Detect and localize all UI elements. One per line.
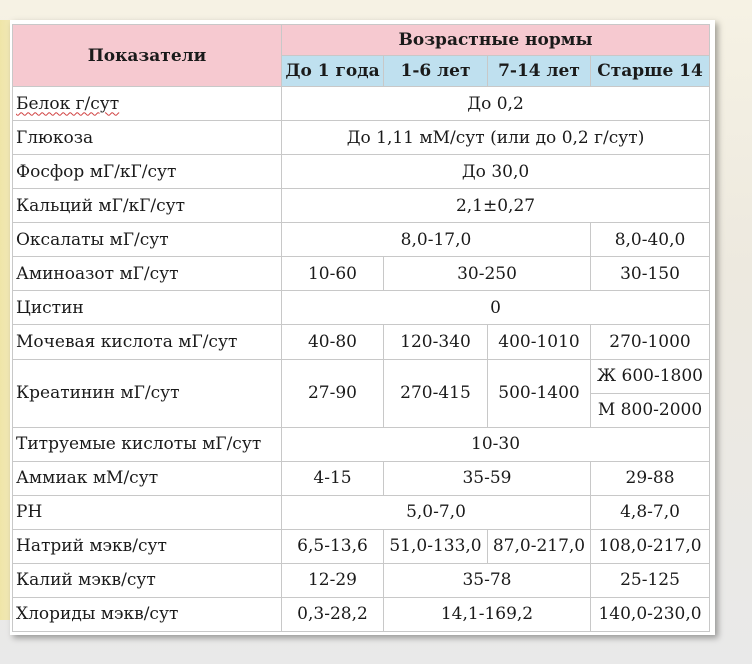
table-row	[13, 325, 710, 359]
table-row	[13, 495, 710, 529]
value-chlorides-1-14: 14,1-169,2	[384, 597, 591, 631]
value-protein: До 0,2	[282, 87, 710, 121]
value-uric-acid-7-14: 400-1010	[488, 325, 591, 359]
value-sodium-7-14: 87,0-217,0	[488, 529, 591, 563]
row-name-ph: PH	[13, 495, 282, 529]
value-chlorides-under-1: 0,3-28,2	[282, 597, 384, 631]
row-name-titratable-acids: Титруемые кислоты мГ/сут	[13, 427, 282, 461]
table-row	[13, 359, 710, 393]
value-sodium-under-1: 6,5-13,6	[282, 529, 384, 563]
value-oxalates-to-14: 8,0-17,0	[282, 223, 591, 257]
row-name-potassium: Калий мэкв/сут	[13, 563, 282, 597]
table-row	[13, 87, 710, 121]
table-row	[13, 257, 710, 291]
table-row	[13, 155, 710, 189]
value-calcium: 2,1±0,27	[282, 189, 710, 223]
value-aminonitrogen-over-14: 30-150	[591, 257, 710, 291]
value-aminonitrogen-under-1: 10-60	[282, 257, 384, 291]
value-chlorides-over-14: 140,0-230,0	[591, 597, 710, 631]
value-uric-acid-under-1: 40-80	[282, 325, 384, 359]
row-name-aminonitrogen: Аминоазот мГ/сут	[13, 257, 282, 291]
row-name-calcium: Кальций мГ/кГ/сут	[13, 189, 282, 223]
value-ph-to-14: 5,0-7,0	[282, 495, 591, 529]
row-name-sodium: Натрий мэкв/сут	[13, 529, 282, 563]
row-name-creatinine: Креатинин мГ/сут	[13, 359, 282, 427]
row-name-phosphorus: Фосфор мГ/кГ/сут	[13, 155, 282, 189]
value-glucose: До 1,11 мМ/сут (или до 0,2 г/сут)	[282, 121, 710, 155]
header-age-7-14: 7-14 лет	[488, 56, 591, 87]
table-row	[13, 121, 710, 155]
table-row	[13, 563, 710, 597]
table-row	[13, 223, 710, 257]
urine-norms-table	[12, 24, 710, 632]
value-creatinine-under-1: 27-90	[282, 359, 384, 427]
row-name-chlorides: Хлориды мэкв/сут	[13, 597, 282, 631]
row-name-cystine: Цистин	[13, 291, 282, 325]
row-name-glucose: Глюкоза	[13, 121, 282, 155]
header-age-over-14: Старше 14	[591, 56, 710, 87]
value-sodium-1-6: 51,0-133,0	[384, 529, 488, 563]
header-age-under-1: До 1 года	[282, 56, 384, 87]
value-ammonia-over-14: 29-88	[591, 461, 710, 495]
value-potassium-over-14: 25-125	[591, 563, 710, 597]
value-creatinine-over-14-female: Ж 600-1800	[591, 359, 710, 393]
value-oxalates-over-14: 8,0-40,0	[591, 223, 710, 257]
table-row	[13, 461, 710, 495]
value-creatinine-7-14: 500-1400	[488, 359, 591, 427]
row-name-oxalates: Оксалаты мГ/сут	[13, 223, 282, 257]
value-cystine: 0	[282, 291, 710, 325]
header-indicators: Показатели	[13, 25, 282, 87]
value-creatinine-over-14-male: М 800-2000	[591, 393, 710, 427]
value-creatinine-1-6: 270-415	[384, 359, 488, 427]
value-aminonitrogen-1-14: 30-250	[384, 257, 591, 291]
table-row	[13, 597, 710, 631]
value-potassium-1-14: 35-78	[384, 563, 591, 597]
value-uric-acid-1-6: 120-340	[384, 325, 488, 359]
table-row	[13, 291, 710, 325]
row-name-uric-acid: Мочевая кислота мГ/сут	[13, 325, 282, 359]
value-potassium-under-1: 12-29	[282, 563, 384, 597]
row-name-ammonia: Аммиак мМ/сут	[13, 461, 282, 495]
value-uric-acid-over-14: 270-1000	[591, 325, 710, 359]
table-row	[13, 529, 710, 563]
header-age-1-6: 1-6 лет	[384, 56, 488, 87]
table-row	[13, 189, 710, 223]
table-row	[13, 427, 710, 461]
row-name-protein: Белок г/сут	[13, 87, 282, 121]
value-sodium-over-14: 108,0-217,0	[591, 529, 710, 563]
value-ammonia-under-1: 4-15	[282, 461, 384, 495]
header-age-norms: Возрастные нормы	[282, 25, 710, 56]
value-ammonia-1-14: 35-59	[384, 461, 591, 495]
value-phosphorus: До 30,0	[282, 155, 710, 189]
value-titratable-acids: 10-30	[282, 427, 710, 461]
value-ph-over-14: 4,8-7,0	[591, 495, 710, 529]
